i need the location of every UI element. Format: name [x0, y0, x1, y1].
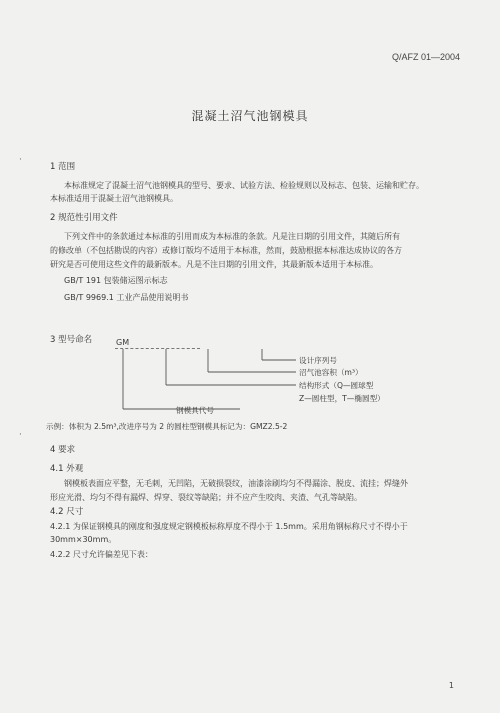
section-2-heading: 2 规范性引用文件: [50, 213, 118, 223]
section-1-line-1: 本标准规定了混凝土沼气池钢模具的型号、要求、试验方法、检验规则以及标志、包装、运输和贮存。: [64, 181, 424, 190]
section-4-heading: 4 要求: [50, 445, 76, 455]
reference-gbt-9969: GB/T 9969.1 工业产品使用说明书: [64, 293, 189, 302]
section-4-1-line-2: 形应光滑、均匀不得有漏焊、焊穿、裂纹等缺陷；并不应产生咬肉、夹渣、气孔等缺陷。: [50, 493, 362, 502]
document-title: 混凝土沼气池钢模具: [191, 109, 309, 123]
model-example: 示例：体积为 2.5m³,改进序号为 2 的圆柱型钢模具标记为：GMZ2.5-2: [46, 422, 288, 431]
section-4-1-heading: 4.1 外观: [50, 464, 84, 474]
model-code-gm: GM: [116, 338, 130, 347]
page-number: 1: [448, 681, 454, 690]
section-2-line-2: 的修改单（不包括勘误的内容）或修订版均不适用于本标准，然而，鼓励根据本标准达成协议的各方: [50, 246, 402, 255]
label-structure-cont: Z—圆柱型，T—椭圆型）: [299, 394, 385, 403]
section-4-2-1-line-1: 4.2.1 为保证钢模具的刚度和强度规定钢模板标称厚度不得小于 1.5mm。采用角钢标称尺寸不得小于: [50, 522, 408, 531]
section-4-1-line-1: 钢模板表面应平整，无毛刺，无凹陷，无破损裂纹，油漆涂刷均匀不得漏涂、脱皮、流挂；焊缝外: [64, 479, 408, 488]
label-mould-code: 钢模具代号: [176, 406, 214, 415]
section-2-line-3: 研究是否可使用这些文件的最新版本。凡是不注日期的引用文件，其最新版本适用于本标准。: [50, 260, 378, 269]
section-4-2-heading: 4.2 尺寸: [50, 507, 84, 517]
section-3-heading: 3 型号命名: [50, 335, 93, 345]
section-4-2-1-line-2: 30mm×30mm。: [50, 535, 117, 544]
section-4-2-2: 4.2.2 尺寸允许偏差见下表：: [50, 550, 153, 559]
reference-gbt-191: GB/T 191 包装储运图示标志: [64, 276, 168, 285]
margin-dot: ·: [19, 155, 22, 165]
label-structure: 结构形式（Q—圆球型: [299, 381, 374, 390]
label-serial-number: 设计序列号: [299, 356, 337, 365]
section-1-heading: 1 范围: [50, 162, 76, 172]
margin-dot: ·: [19, 430, 22, 440]
section-1-line-2: 本标准适用于混凝土沼气池钢模具。: [50, 194, 178, 203]
section-2-line-1: 下列文件中的条款通过本标准的引用而成为本标准的条款。凡是注日期的引用文件，其随后所有: [64, 232, 400, 241]
label-volume: 沼气池容积（m³）: [299, 368, 363, 377]
document-code: Q/AFZ 01—2004: [391, 52, 460, 62]
